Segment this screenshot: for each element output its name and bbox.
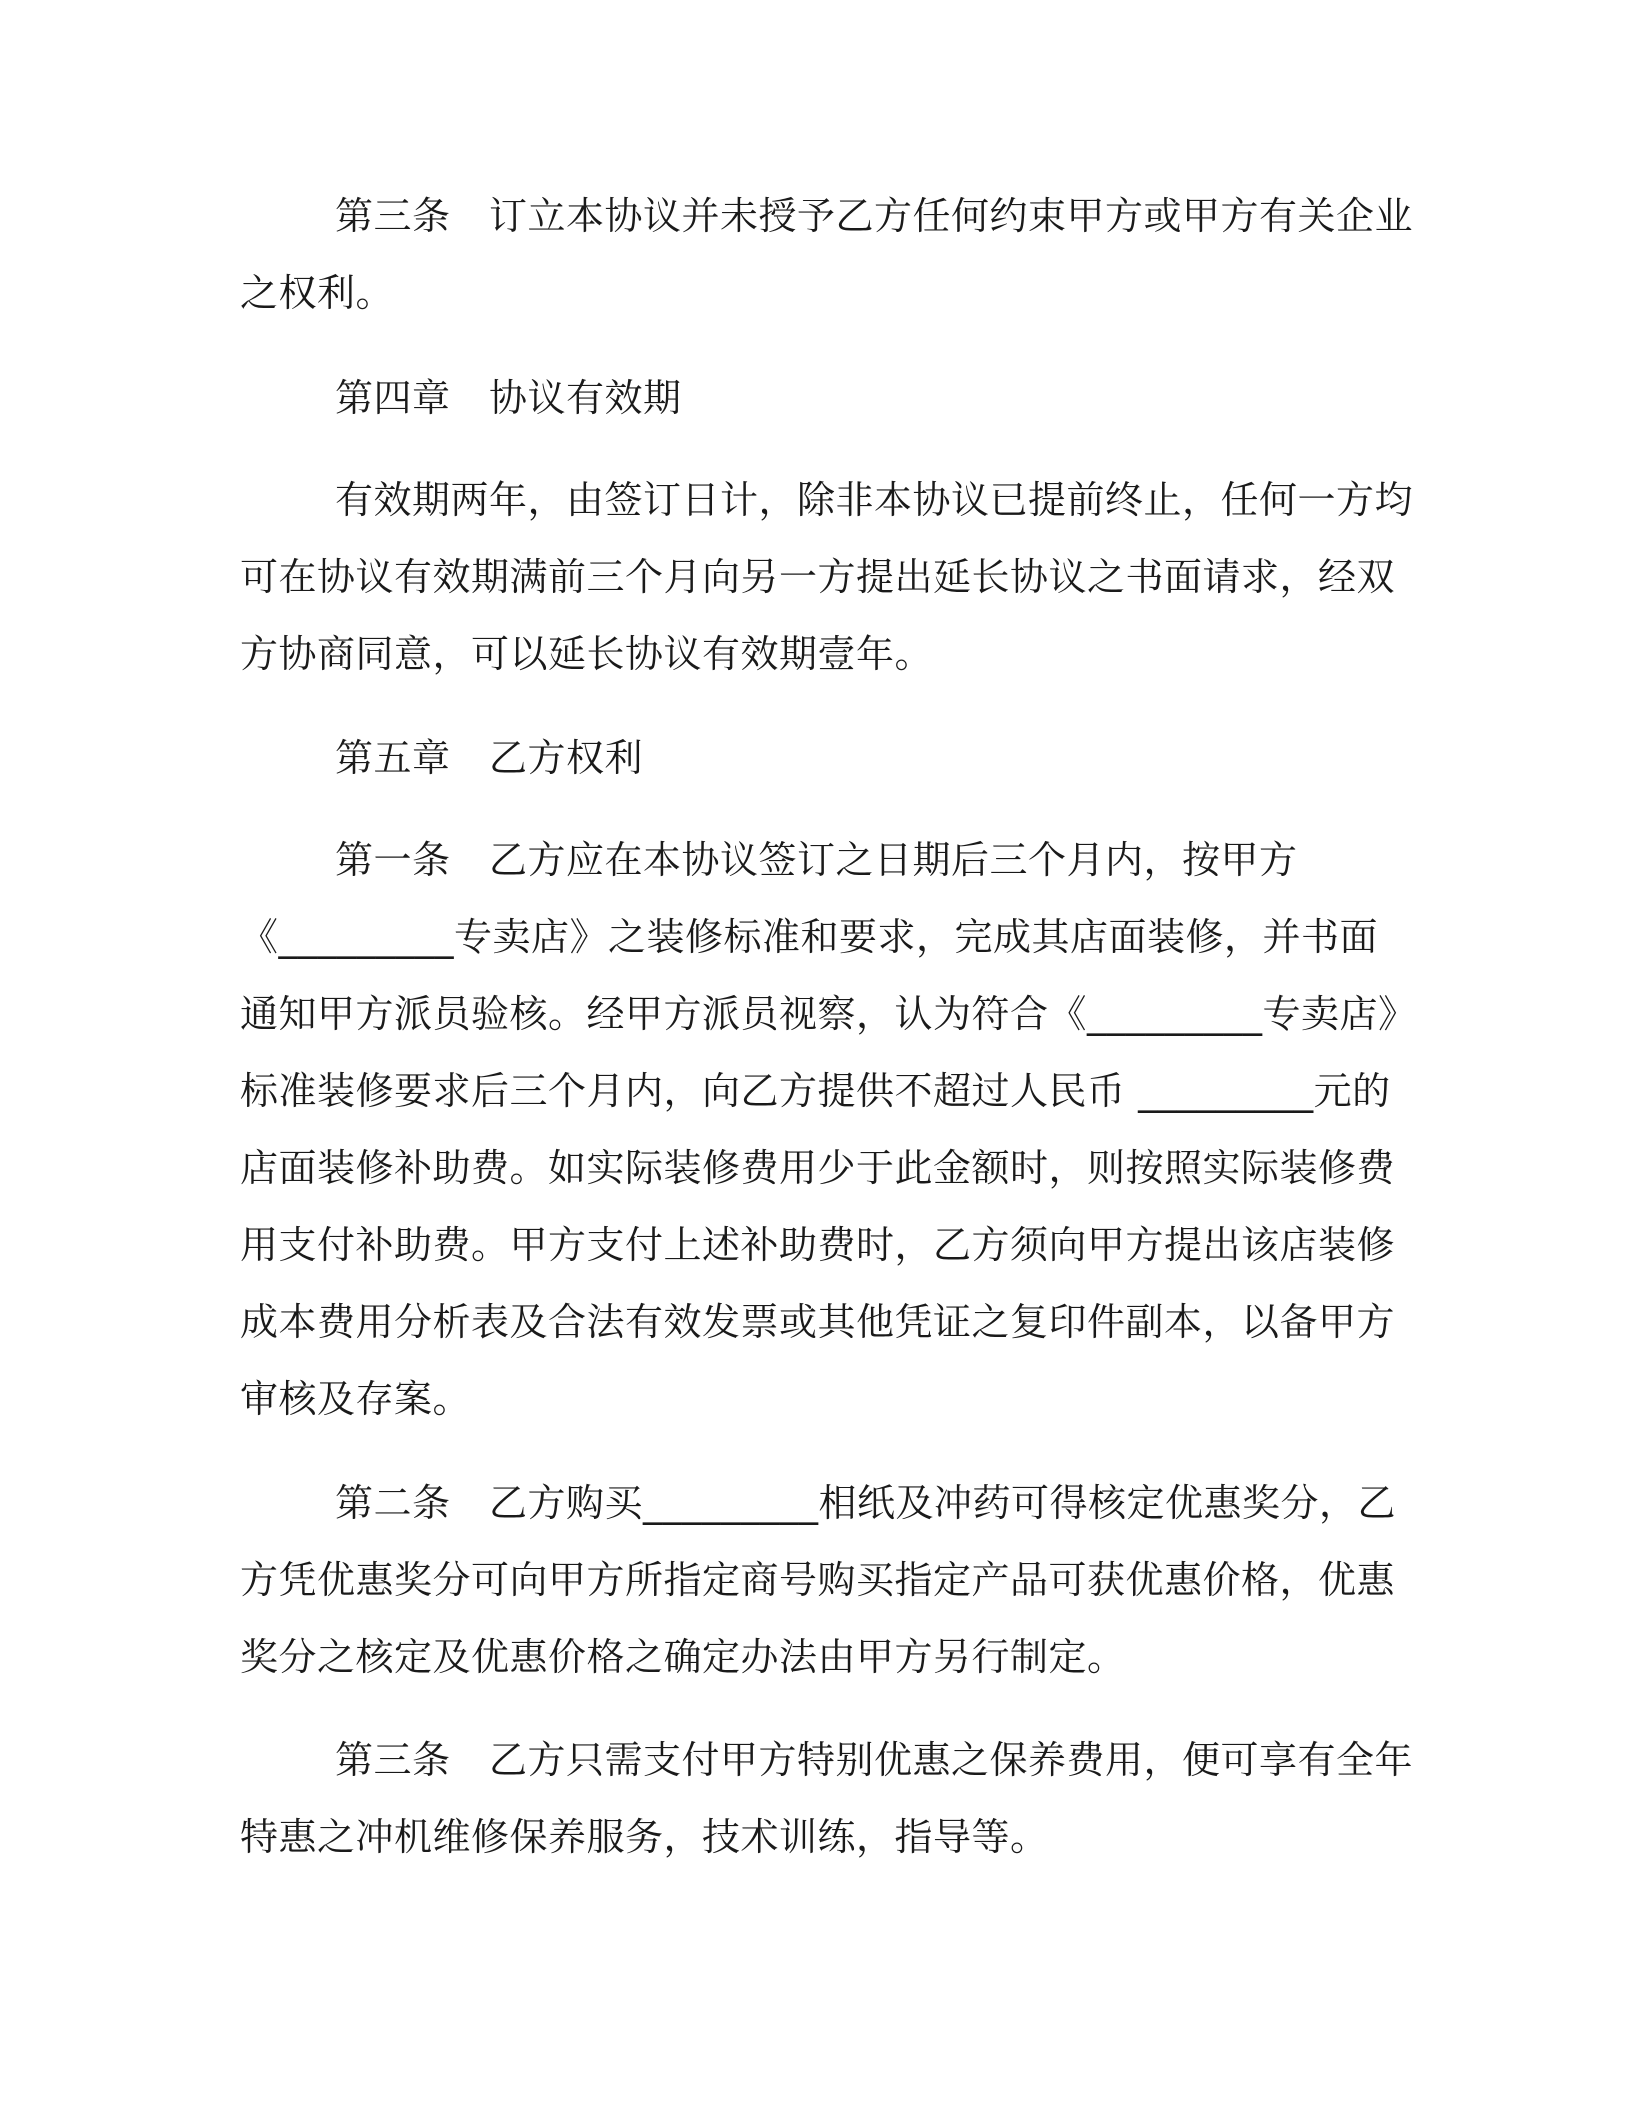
article-3	[240, 1722, 1420, 1876]
paragraph-line: 有效期两年，由签订日计，除非本协议已提前终止，任何一方均	[335, 478, 1414, 522]
paragraph-line: 通知甲方派员验核。经甲方派员视察，认为符合《_________专卖店》	[240, 992, 1417, 1036]
paragraph-line: 成本费用分析表及合法有效发票或其他凭证之复印件副本，以备甲方	[240, 1300, 1396, 1344]
paragraph-line: 第三条 订立本协议并未授予乙方任何约束甲方或甲方有关企业	[335, 194, 1414, 238]
article-1	[240, 822, 1420, 1438]
paragraph-line: 可在协议有效期满前三个月向另一方提出延长协议之书面请求，经双	[240, 555, 1396, 599]
validity-paragraph	[240, 462, 1420, 693]
paragraph-line: 审核及存案。	[240, 1377, 472, 1421]
paragraph-line: 标准装修要求后三个月内，向乙方提供不超过人民币 _________元的	[240, 1069, 1391, 1113]
paragraph-line: 特惠之冲机维修保养服务，技术训练，指导等。	[240, 1815, 1049, 1859]
chapter-4-heading	[240, 360, 1420, 437]
paragraph-line: 奖分之核定及优惠价格之确定办法由甲方另行制定。	[240, 1635, 1126, 1679]
chapter-5-heading	[240, 720, 1420, 797]
paragraph-line: 用支付补助费。甲方支付上述补助费时，乙方须向甲方提出该店装修	[240, 1223, 1396, 1267]
chapter-title: 第四章 协议有效期	[335, 376, 682, 420]
chapter-title: 第五章 乙方权利	[335, 736, 644, 780]
article-3-previous	[240, 178, 1420, 332]
paragraph-line: 方协商同意，可以延长协议有效期壹年。	[240, 632, 934, 676]
paragraph-line: 《_________专卖店》之装修标准和要求，完成其店面装修，并书面	[240, 915, 1379, 959]
paragraph-line: 第三条 乙方只需支付甲方特别优惠之保养费用，便可享有全年	[335, 1738, 1414, 1782]
paragraph-line: 第二条 乙方购买_________相纸及冲药可得核定优惠奖分，乙	[335, 1481, 1397, 1525]
article-2	[240, 1465, 1420, 1696]
paragraph-line: 之权利。	[240, 271, 395, 315]
paragraph-line: 店面装修补助费。如实际装修费用少于此金额时，则按照实际装修费	[240, 1146, 1396, 1190]
paragraph-line: 第一条 乙方应在本协议签订之日期后三个月内，按甲方	[335, 838, 1298, 882]
paragraph-line: 方凭优惠奖分可向甲方所指定商号购买指定产品可获优惠价格，优惠	[240, 1558, 1396, 1602]
